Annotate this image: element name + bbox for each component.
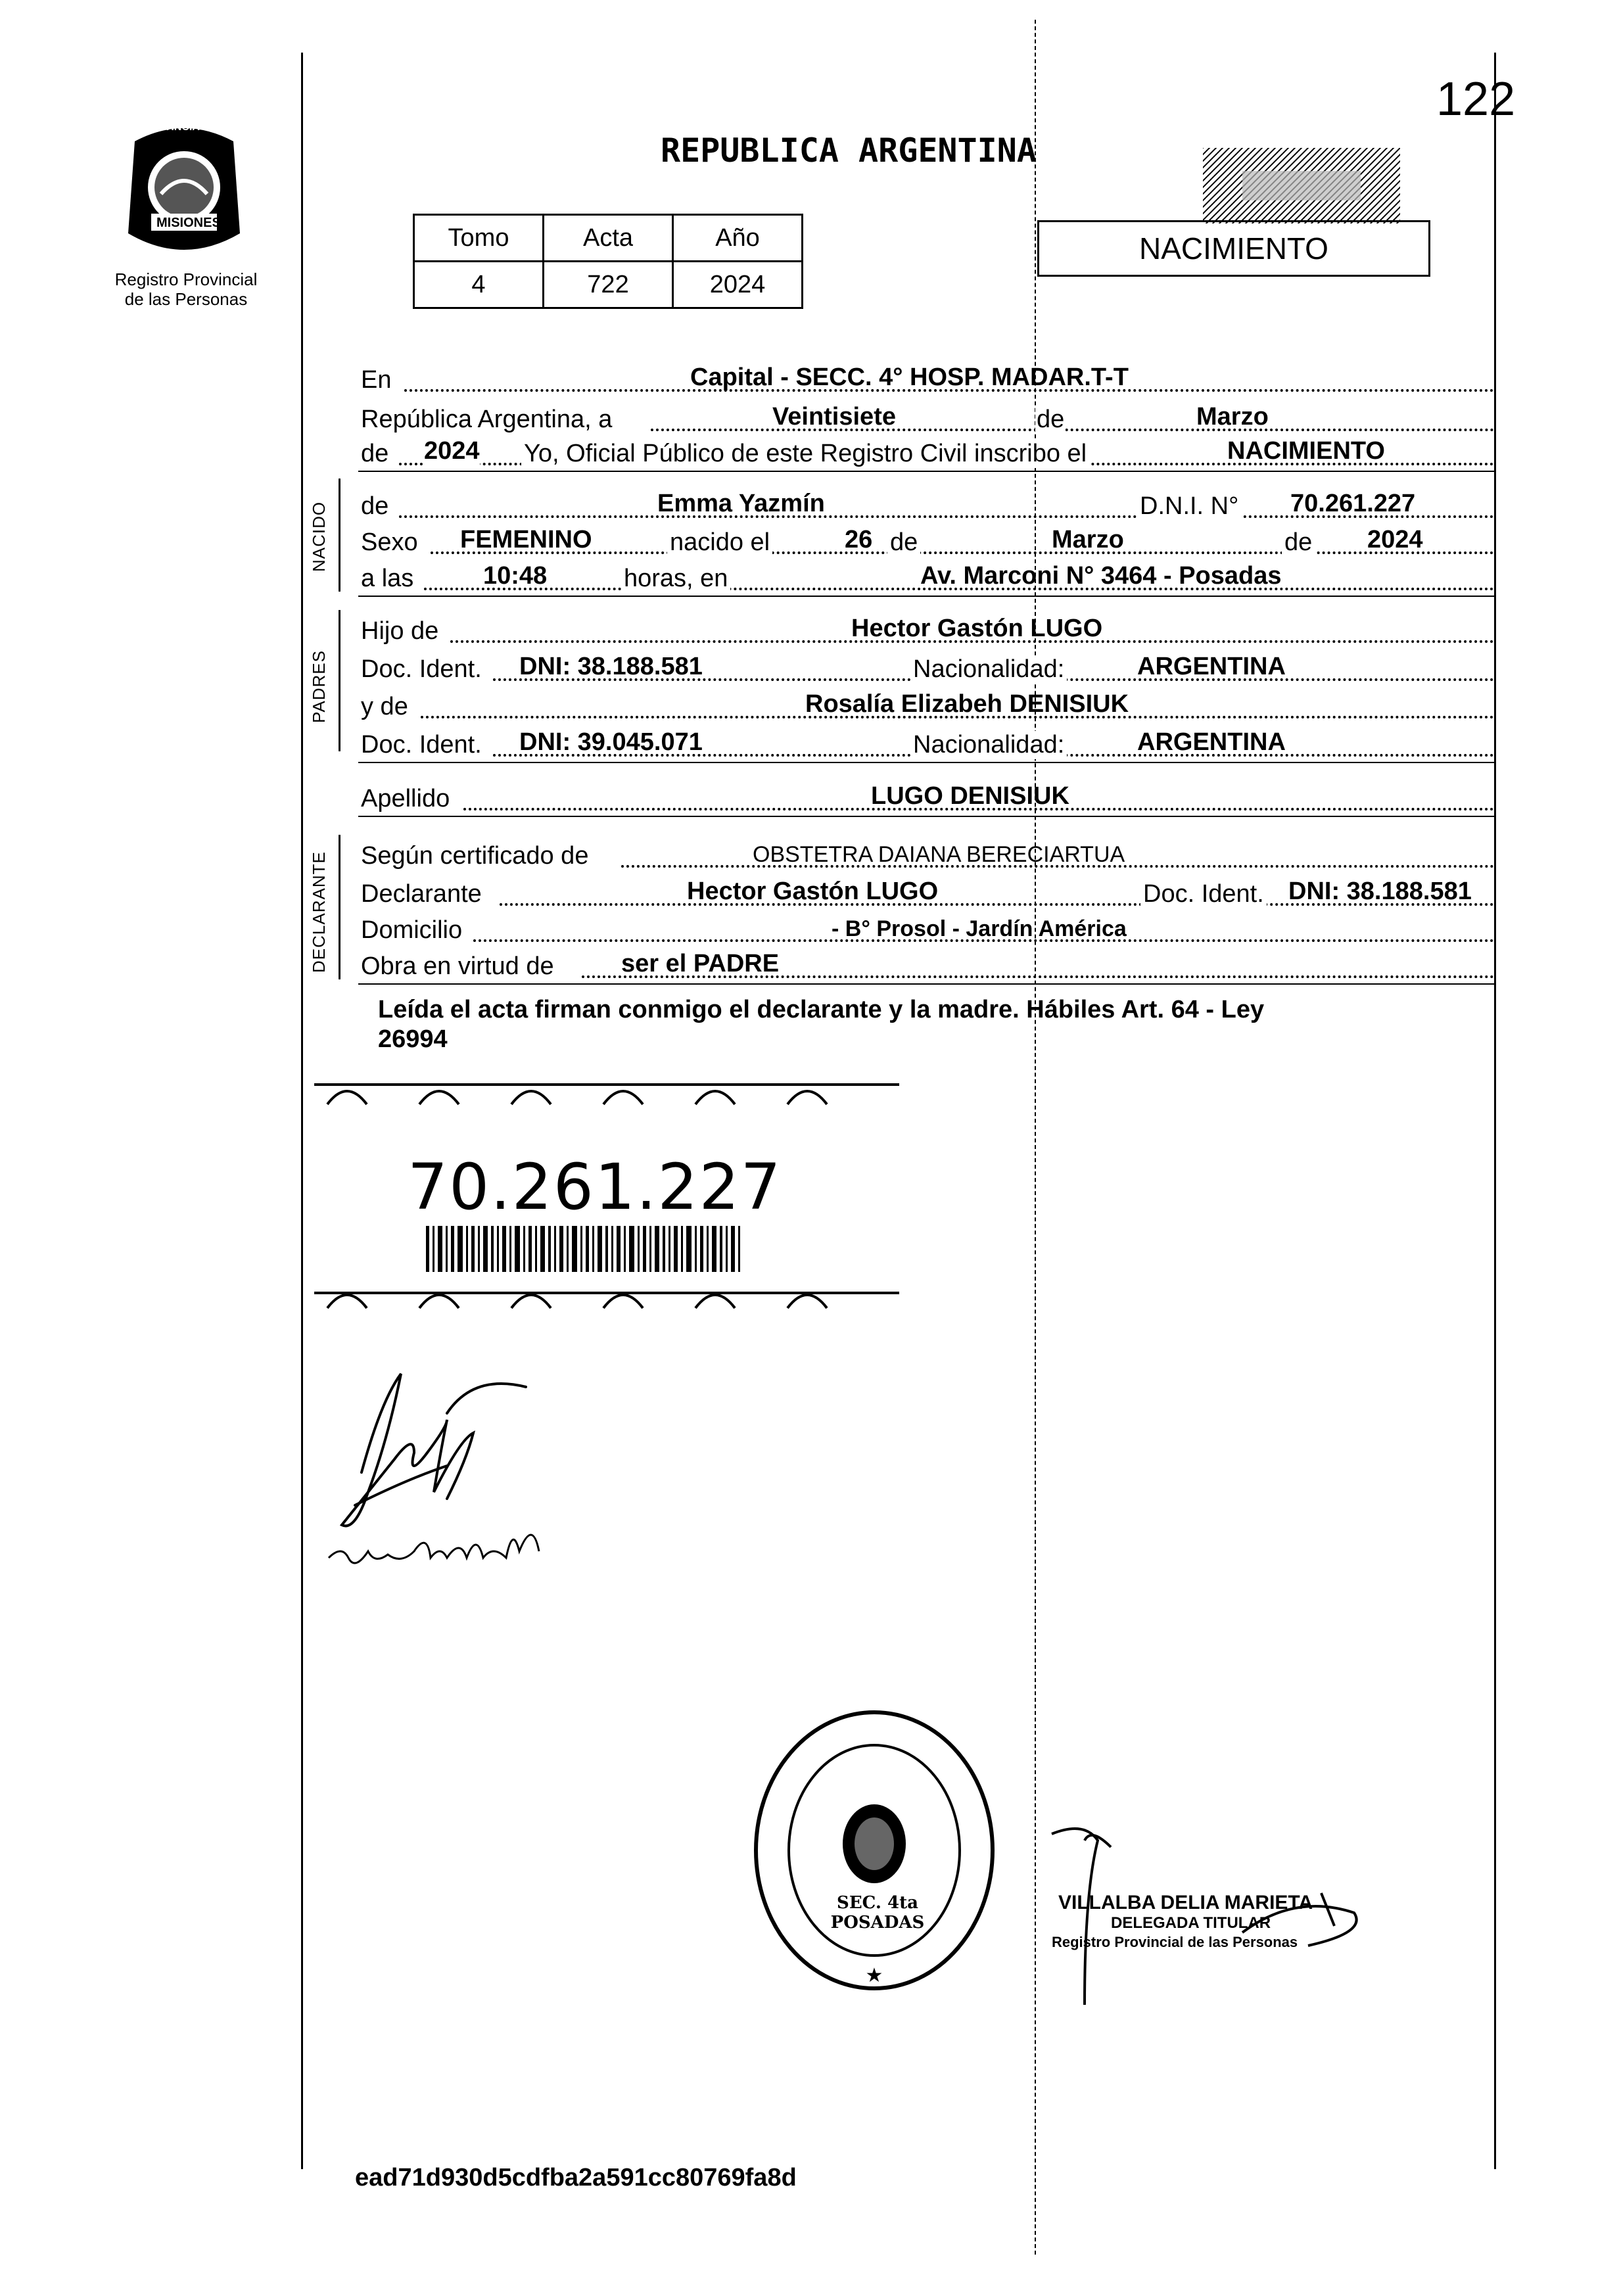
- value-surname: LUGO DENISIUK: [871, 782, 1069, 810]
- label-a-las: a las: [361, 565, 414, 592]
- nacido-section-label: NACIDO: [309, 501, 329, 572]
- label-father-doc: Doc. Ident.: [361, 655, 482, 683]
- nacido-section-bar: [339, 479, 340, 592]
- table-value-acta: 722: [544, 262, 673, 308]
- row-name: [358, 486, 1494, 525]
- label-de-birth-month: de: [887, 528, 920, 557]
- row-certificate: [358, 836, 1494, 874]
- label-domicilio: Domicilio: [361, 916, 463, 944]
- padres-section-label: PADRES: [309, 650, 329, 723]
- closing-text-line1: Leída el acta firman conmigo el declarante y la madre. Hábiles Art. 64 - Ley: [378, 996, 1265, 1023]
- declarante-section-label: DECLARANTE: [309, 851, 329, 973]
- label-republica: República Argentina, a: [361, 406, 613, 433]
- value-obra: ser el PADRE: [621, 950, 780, 977]
- value-place: Capital - SECC. 4° HOSP. MADAR.T-T: [690, 363, 1129, 391]
- label-de-year: de: [361, 440, 389, 467]
- row-surname: [358, 779, 1494, 817]
- value-father: Hector Gastón LUGO: [851, 615, 1103, 642]
- value-mother-doc: DNI: 39.045.071: [519, 728, 703, 756]
- stamp-inner-text: SEC. 4ta POSADAS: [830, 1893, 925, 1933]
- table-header-tomo: Tomo: [414, 215, 544, 262]
- value-sexo: FEMENINO: [460, 526, 592, 553]
- label-apellido: Apellido: [361, 785, 450, 812]
- seal-text-bottom: MISIONES: [156, 216, 221, 230]
- country-title: REPUBLICA ARGENTINA: [661, 131, 1037, 170]
- value-birth-month: Marzo: [1052, 526, 1124, 553]
- value-birth-place: Av. Marconi N° 3464 - Posadas: [920, 562, 1282, 590]
- table-header-anio: Año: [673, 215, 803, 262]
- value-declarante: Hector Gastón LUGO: [687, 878, 939, 905]
- label-dni: D.N.I. N°: [1137, 492, 1241, 521]
- declarant-signature: [316, 1361, 578, 1578]
- right-margin-line: [1494, 53, 1496, 2169]
- row-time-place: [358, 559, 1494, 597]
- value-certificado: OBSTETRA DAIANA BERECIARTUA: [753, 842, 1125, 867]
- value-month: Marzo: [1196, 403, 1269, 431]
- registry-table: [413, 214, 803, 309]
- center-fold-line: [1035, 20, 1036, 2255]
- label-father-nationality: Nacionalidad:: [910, 655, 1067, 684]
- sticker-number: 70.261.227: [408, 1150, 782, 1224]
- province-seal-logo: [115, 115, 253, 266]
- value-father-doc: DNI: 38.188.581: [519, 653, 703, 680]
- value-birth-day: 26: [845, 526, 873, 553]
- row-mother-doc: [358, 725, 1494, 763]
- label-declarante: Declarante: [361, 880, 482, 908]
- label-de-name: de: [361, 492, 389, 520]
- value-birth-year: 2024: [1367, 526, 1423, 553]
- left-margin-line: [301, 53, 303, 2169]
- value-father-nationality: ARGENTINA: [1137, 653, 1286, 680]
- value-domicilio: - B° Prosol - Jardín América: [832, 916, 1127, 941]
- label-oficial: Yo, Oficial Público de este Registro Civil inscribo el: [521, 440, 1089, 468]
- org-name-line1: Registro Provincial: [114, 269, 258, 289]
- table-value-anio: 2024: [673, 262, 803, 308]
- value-child-dni: 70.261.227: [1290, 490, 1416, 517]
- row-address: [358, 910, 1494, 949]
- label-declarant-doc: Doc. Ident.: [1140, 880, 1267, 908]
- org-name-line2: de las Personas: [124, 289, 248, 309]
- label-y-de: y de: [361, 693, 408, 720]
- value-day-words: Veintisiete: [772, 403, 896, 431]
- value-child-name: Emma Yazmín: [657, 490, 825, 517]
- row-place: [358, 360, 1494, 398]
- row-date: [358, 400, 1494, 438]
- row-father: [358, 611, 1494, 649]
- row-sex-birthdate: [358, 523, 1494, 561]
- table-value-tomo: 4: [414, 262, 544, 308]
- padres-section-bar: [339, 610, 340, 751]
- value-declarant-doc: DNI: 38.188.581: [1288, 878, 1472, 905]
- label-certificado: Según certificado de: [361, 842, 589, 870]
- row-father-doc: [358, 649, 1494, 688]
- seal-text-top: PROVINCIA DE: [141, 122, 217, 133]
- page-number: 122: [1436, 73, 1516, 126]
- value-event: NACIMIENTO: [1227, 437, 1385, 465]
- value-mother: Rosalía Elizabeh DENISIUK: [805, 690, 1129, 718]
- label-de-month: de: [1037, 406, 1065, 433]
- official-org: Registro Provincial de las Personas: [1052, 1934, 1298, 1950]
- label-sexo: Sexo: [361, 528, 418, 556]
- label-mother-nationality: Nacionalidad:: [910, 731, 1067, 759]
- label-hijo-de: Hijo de: [361, 617, 439, 645]
- value-mother-nationality: ARGENTINA: [1137, 728, 1286, 756]
- official-name: VILLALBA DELIA MARIETA: [1058, 1892, 1313, 1913]
- document-hash: ead71d930d5cdfba2a591cc80769fa8d: [355, 2164, 797, 2191]
- row-event: [358, 434, 1494, 472]
- declarante-section-bar: [339, 835, 340, 979]
- table-header-acta: Acta: [544, 215, 673, 262]
- svg-text:★: ★: [865, 1964, 883, 1987]
- label-horas-en: horas, en: [621, 565, 730, 593]
- official-title: DELEGADA TITULAR: [1111, 1914, 1271, 1932]
- label-en: En: [361, 366, 392, 394]
- closing-text-line2: 26994: [378, 1025, 448, 1053]
- label-obra: Obra en virtud de: [361, 952, 554, 980]
- document-type-label: NACIMIENTO: [1139, 231, 1328, 266]
- security-hologram: [1203, 148, 1400, 223]
- label-nacido-el: nacido el: [667, 528, 772, 557]
- label-mother-doc: Doc. Ident.: [361, 731, 482, 759]
- row-mother: [358, 687, 1494, 725]
- row-capacity: [358, 947, 1494, 985]
- value-year: 2024: [424, 437, 480, 465]
- document-type-box: [1037, 220, 1430, 277]
- value-time: 10:48: [483, 562, 548, 590]
- row-declarant: [358, 874, 1494, 912]
- label-de-birth-year: de: [1282, 528, 1315, 557]
